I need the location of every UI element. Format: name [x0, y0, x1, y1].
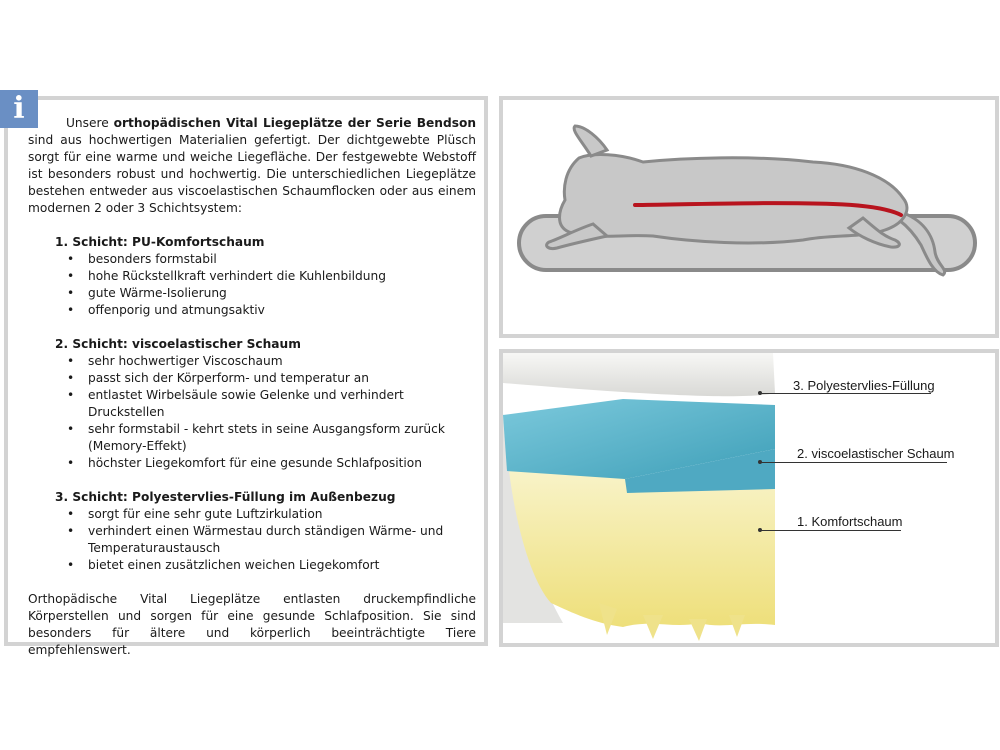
label-comfort: 1. Komfortschaum [797, 514, 903, 529]
polyester-layer [503, 353, 775, 396]
bullet-list [28, 251, 476, 319]
bullet-item: • sorgt für eine sehr gute Luftzirkulation [88, 506, 476, 523]
label-polyester: 3. Polyestervlies-Füllung [793, 378, 935, 393]
visco-leader-line [761, 462, 947, 463]
polyester-leader-line [761, 393, 931, 394]
bullet-item: • sehr formstabil - kehrt stets in seine Ausgangsform zurück (Memory-Effekt) [88, 421, 476, 455]
layer-section-2 [28, 336, 476, 472]
layer-section-3 [28, 489, 476, 574]
bullet-item: • gute Wärme-Isolierung [88, 285, 476, 302]
closing-paragraph: Orthopädische Vital Liegeplätze entlasten druckempfindliche Körperstellen und sorgen für eine gesunde Schlafposition. Sie sind besonders für ältere und körperlich beeinträchtigte Tiere empfehlenswert. [28, 592, 476, 657]
intro-rest: sind aus hochwertigen Materialien gefertigt. Der dichtgewebte Plüsch sorgt für eine warme und weiche Liegefläche. Der festgewebte Webstoff ist besonders robust und hochwertig. Die unterschiedlichen Liegeplätze bestehen entweder aus viscoelastischen Schaumflocken oder aus einem modernen 2 oder 3 Schichtsystem: [28, 133, 476, 215]
bullet-list [28, 353, 476, 472]
foam-layers-panel [499, 349, 999, 647]
bullet-item: • besonders formstabil [88, 251, 476, 268]
bullet-item: • sehr hochwertiger Viscoschaum [88, 353, 476, 370]
bullet-item: • bietet einen zusätzlichen weichen Liegekomfort [88, 557, 476, 574]
bullet-list [28, 506, 476, 574]
description-text [28, 115, 476, 659]
intro-product-name: orthopädischen Vital Liegeplätze der Serie Bendson [113, 116, 477, 130]
label-visco: 2. viscoelastischer Schaum [797, 446, 955, 461]
intro-paragraph [28, 115, 476, 217]
section-title: 2. Schicht: viscoelastischer Schaum [55, 337, 301, 351]
info-icon: i [0, 90, 38, 128]
dog-on-bed-illustration [503, 100, 995, 334]
bullet-item: • verhindert einen Wärmestau durch ständigen Wärme- und Temperaturaustausch [88, 523, 476, 557]
intro-prefix: Unsere [66, 116, 114, 130]
label-area-background [775, 353, 995, 643]
layer-section-1 [28, 234, 476, 319]
section-title: 3. Schicht: Polyestervlies-Füllung im Außenbezug [55, 490, 396, 504]
dog-illustration-panel [499, 96, 999, 338]
bullet-item: • hohe Rückstellkraft verhindert die Kuhlenbildung [88, 268, 476, 285]
bullet-item: • passt sich der Körperform- und temperatur an [88, 370, 476, 387]
description-panel [4, 96, 488, 657]
bullet-item: • entlastet Wirbelsäule sowie Gelenke und verhindert Druckstellen [88, 387, 476, 421]
dog-ear [574, 126, 607, 156]
comfort-leader-line [761, 530, 901, 531]
bullet-item: • offenporig und atmungsaktiv [88, 302, 476, 319]
section-title: 1. Schicht: PU-Komfortschaum [55, 235, 265, 249]
foam-layers-photo [503, 353, 995, 643]
bullet-item: • höchster Liegekomfort für eine gesunde Schlafposition [88, 455, 476, 472]
